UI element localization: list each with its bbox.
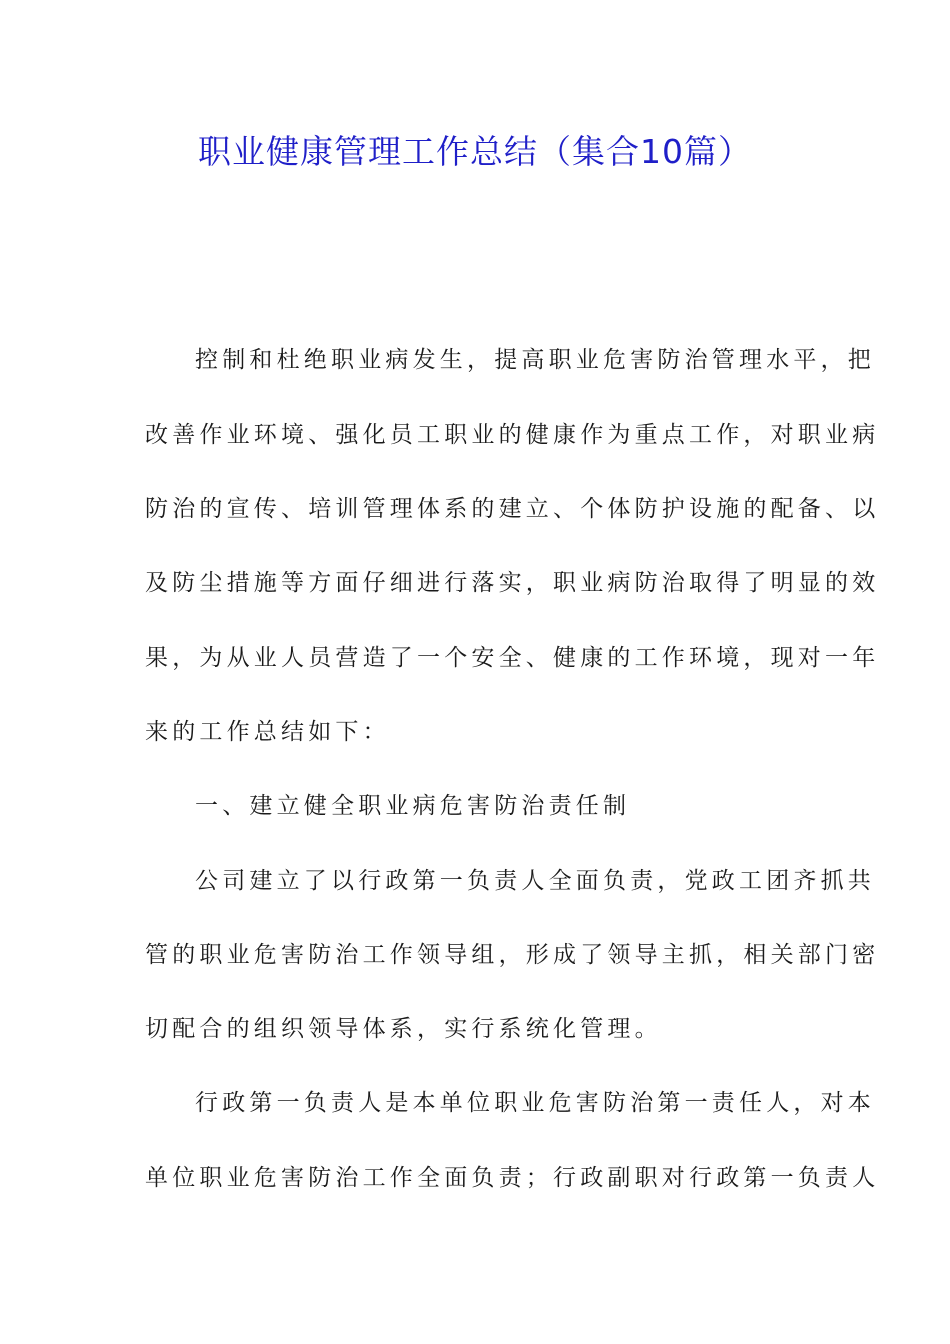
paragraph-line: 控制和杜绝职业病发生，提高职业危害防治管理水平，把 bbox=[195, 347, 875, 373]
document-title: 职业健康管理工作总结（集合10篇） bbox=[198, 132, 752, 171]
paragraph-line: 来的工作总结如下： bbox=[145, 719, 390, 745]
paragraph-line: 果，为从业人员营造了一个安全、健康的工作环境，现对一年 bbox=[145, 645, 880, 671]
paragraph-line: 防治的宣传、培训管理体系的建立、个体防护设施的配备、以 bbox=[145, 496, 880, 522]
paragraph-line: 及防尘措施等方面仔细进行落实，职业病防治取得了明显的效 bbox=[145, 570, 880, 596]
section-heading: 一、建立健全职业病危害防治责任制 bbox=[195, 793, 631, 819]
paragraph-line: 单位职业危害防治工作全面负责；行政副职对行政第一负责人 bbox=[145, 1165, 880, 1191]
paragraph-line: 管的职业危害防治工作领导组，形成了领导主抓，相关部门密 bbox=[145, 942, 880, 968]
paragraph-line: 切配合的组织领导体系，实行系统化管理。 bbox=[145, 1016, 662, 1042]
paragraph-line: 行政第一负责人是本单位职业危害防治第一责任人，对本 bbox=[195, 1090, 875, 1116]
paragraph-line: 公司建立了以行政第一负责人全面负责，党政工团齐抓共 bbox=[195, 868, 875, 894]
paragraph-line: 改善作业环境、强化员工职业的健康作为重点工作，对职业病 bbox=[145, 422, 880, 448]
